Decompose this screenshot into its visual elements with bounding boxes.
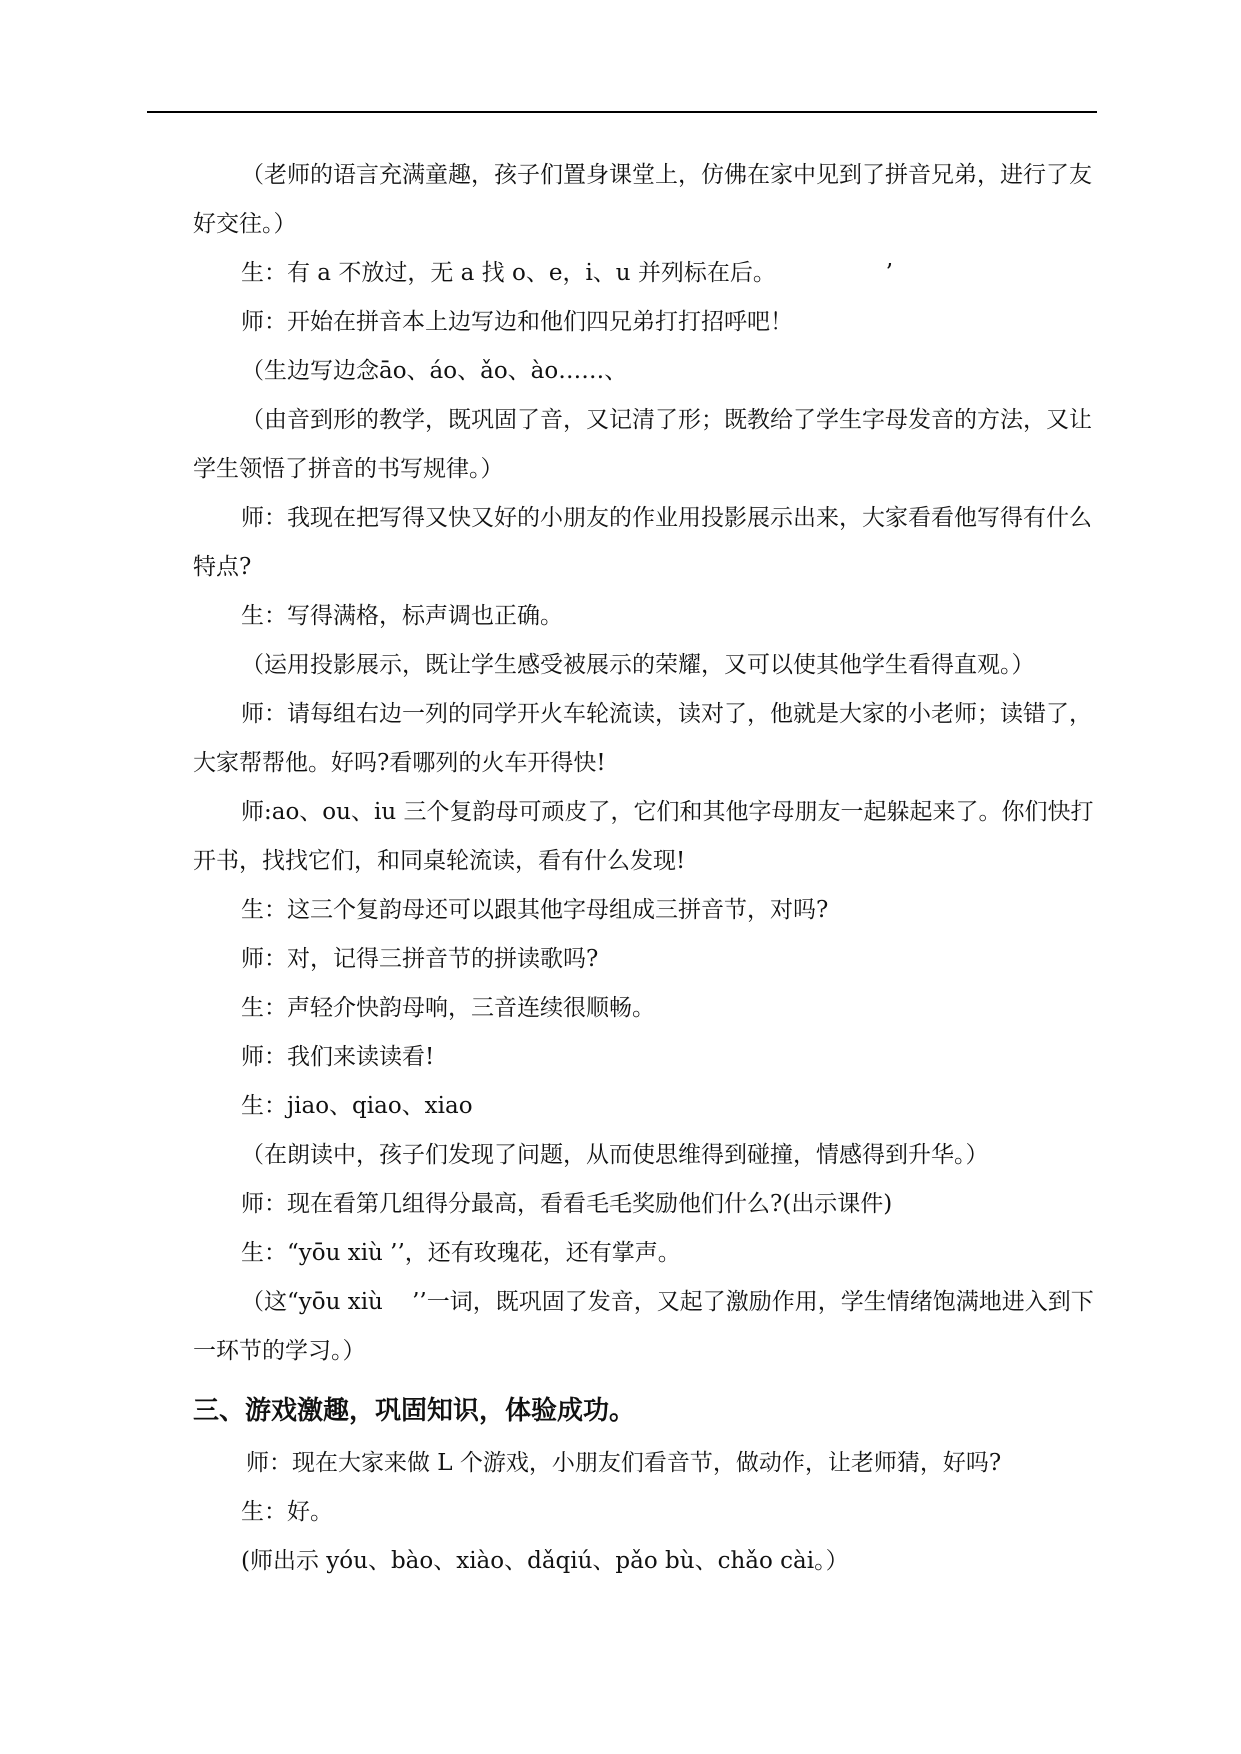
document-body	[193, 151, 1097, 1586]
paragraph-teacher-train-reading: 师：请每组右边一列的同学开火车轮流读，读对了，他就是大家的小老师；读错了，大家帮帮他。好吗?看哪列的火车开得快!	[193, 701, 1092, 776]
paragraph-student-pinyin: 生：jiao、qiao、xiao	[241, 1093, 473, 1119]
paragraph-student-youxiu: 生：“yōu xiù ’’，还有玫瑰花，还有掌声。	[241, 1240, 681, 1266]
paragraph-reading-note: （在朗读中，孩子们发现了问题，从而使思维得到碰撞，情感得到升华。）	[241, 1142, 989, 1168]
paragraph-teacher-language-note: （老师的语言充满童趣，孩子们置身课堂上，仿佛在家中见到了拼音兄弟，进行了友好交往。）	[193, 162, 1092, 237]
paragraph-sound-to-form-note: （由音到形的教学，既巩固了音，又记清了形；既教给了学生字母发音的方法，又让学生领悟了拼音的书写规律。）	[193, 407, 1092, 482]
paragraph-student-full-grid: 生：写得满格，标声调也正确。	[241, 603, 563, 629]
paragraph-student-reading-song: 生：声轻介快韵母响，三音连续很顺畅。	[241, 995, 655, 1021]
section-heading: 三、游戏激趣，巩固知识，体验成功。	[193, 1396, 636, 1426]
paragraph-student-ok: 生：好。	[241, 1499, 333, 1525]
paragraph-teacher-game: 师：现在大家来做 L 个游戏，小朋友们看音节，做动作，让老师猜，好吗?	[246, 1450, 1002, 1476]
paragraph-teacher-group-score: 师：现在看第几组得分最高，看看毛毛奖励他们什么?(出示课件)	[241, 1191, 893, 1217]
paragraph-teacher-write-prompt: 师：开始在拼音本上边写边和他们四兄弟打打招呼吧！	[241, 309, 793, 335]
paragraph-student-tone-rule: 生：有 a 不放过，无 a 找 o、e，i、u 并列标在后。 ’	[241, 260, 893, 286]
paragraph-teacher-compound-finals: 师:ao、ou、iu 三个复韵母可顽皮了，它们和其他字母朋友一起躲起来了。你们快打开书，找找它们，和同桌轮流读，看有什么发现!	[193, 799, 1094, 874]
paragraph-teacher-projection: 师：我现在把写得又快又好的小朋友的作业用投影展示出来，大家看看他写得有什么特点?	[193, 505, 1092, 580]
paragraph-teacher-shows-syllables: (师出示 yóu、bào、xiào、dǎqiú、pǎo bù、chǎo cài。）	[241, 1548, 849, 1574]
paragraph-projection-note: （运用投影展示，既让学生感受被展示的荣耀，又可以使其他学生看得直观。）	[241, 652, 1035, 678]
header-rule	[147, 111, 1097, 113]
paragraph-teacher-reading-song: 师：对，记得三拼音节的拼读歌吗?	[241, 946, 599, 972]
paragraph-youxiu-note: （这“yōu xiù ’’一词，既巩固了发音，又起了激励作用，学生情绪饱满地进入到下一环节的学习。）	[193, 1289, 1094, 1364]
paragraph-student-three-syllables: 生：这三个复韵母还可以跟其他字母组成三拼音节，对吗?	[241, 897, 829, 923]
paragraph-student-write-read: （生边写边念āo、áo、ǎo、ào……、	[241, 358, 628, 384]
paragraph-teacher-read-it: 师：我们来读读看!	[241, 1044, 435, 1070]
